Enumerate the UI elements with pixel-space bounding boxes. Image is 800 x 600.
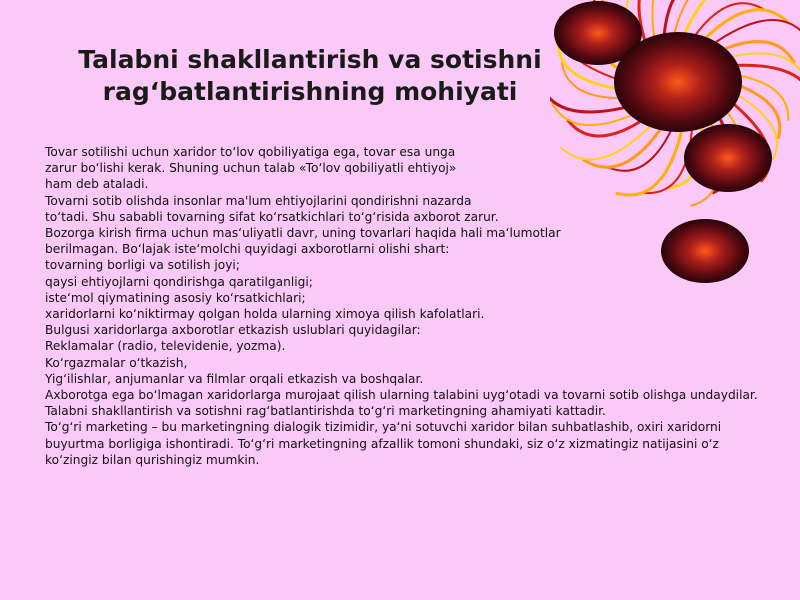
- body-line: Reklamalar (radio, televidenie, yozma).: [45, 339, 286, 354]
- body-line: xaridorlarni ko‘niktirmay qolgan holda ularning ximoya qilish kafolatlari.: [45, 307, 485, 322]
- body-line: berilmagan. Bo‘lajak iste‘molchi quyidagi axborotlarni olishi shart:: [45, 242, 450, 257]
- title-line-2: rag‘batlantirishning mohiyati: [102, 77, 518, 106]
- firework-ray: [568, 117, 647, 136]
- body-line: to‘tadi. Shu sababli tovarning sifat ko‘rsatkichlari to‘g‘risida axborot zarur.: [45, 209, 499, 224]
- body-line: tovarning borligi va sotilish joyi;: [45, 258, 240, 273]
- body-line: zarur bo‘lishi kerak. Shuning uchun talab «To‘lov qobiliyatli ehtiyoj»: [45, 161, 457, 176]
- body-line: Yig‘ilishlar, anjumanlar va filmlar orqali etkazish va boshqalar.: [45, 371, 424, 386]
- sphere-icon: [684, 124, 772, 192]
- body-line: Tovarni sotib olishda insonlar ma'lum ehtiyojlarini qondirishni nazarda: [45, 193, 472, 208]
- sphere-icon: [614, 32, 742, 132]
- body-line: Ko‘rgazmalar o‘tkazish,: [45, 355, 188, 370]
- slide-title: [70, 44, 550, 108]
- title-line-1: Talabni shakllantirish va sotishni: [78, 45, 542, 74]
- sphere-icon: [661, 219, 749, 283]
- body-paragraph: Axborotga ega bo‘lmagan xaridorlarga murojaat qilish ularning talabini uyg‘otadi va tovarni sotib olishga undaydilar.: [45, 388, 758, 403]
- body-line: Tovar sotilishi uchun xaridor to‘lov qobiliyatiga ega, tovar esa unga: [45, 145, 456, 159]
- body-line: qaysi ehtiyojlarni qondirishga qaratilganligi;: [45, 274, 313, 289]
- body-line: ham deb ataladi.: [45, 177, 149, 192]
- body-line: Bozorga kirish firma uchun mas‘uliyatli davr, uning tovarlari haqida hali ma‘lumotlar: [45, 226, 561, 241]
- firework-ray: [683, 0, 761, 38]
- body-paragraph: To‘g‘ri marketing – bu marketingning dialogik tizimidir, ya‘ni sotuvchi xaridor bilan suhbatlashib, oxiri xaridorni buyurtma borligiga ishontiradi. To‘g‘ri marketingning afzallik tomoni shundaki, siz o‘z xizmatingiz natijasini o‘z ko‘zingiz bilan qurishingiz mumkin.: [45, 420, 722, 467]
- fireworks-spheres-decoration-icon: [550, 0, 800, 290]
- body-paragraph: Talabni shakllantirish va sotishni rag‘batlantirishda to‘g‘ri marketingning ahamiyati kattadir.: [45, 404, 606, 419]
- body-line: Bulgusi xaridorlarga axborotlar etkazish uslublari quyidagilar:: [45, 323, 421, 338]
- body-line: iste‘mol qiymatining asosiy ko‘rsatkichlari;: [45, 290, 306, 305]
